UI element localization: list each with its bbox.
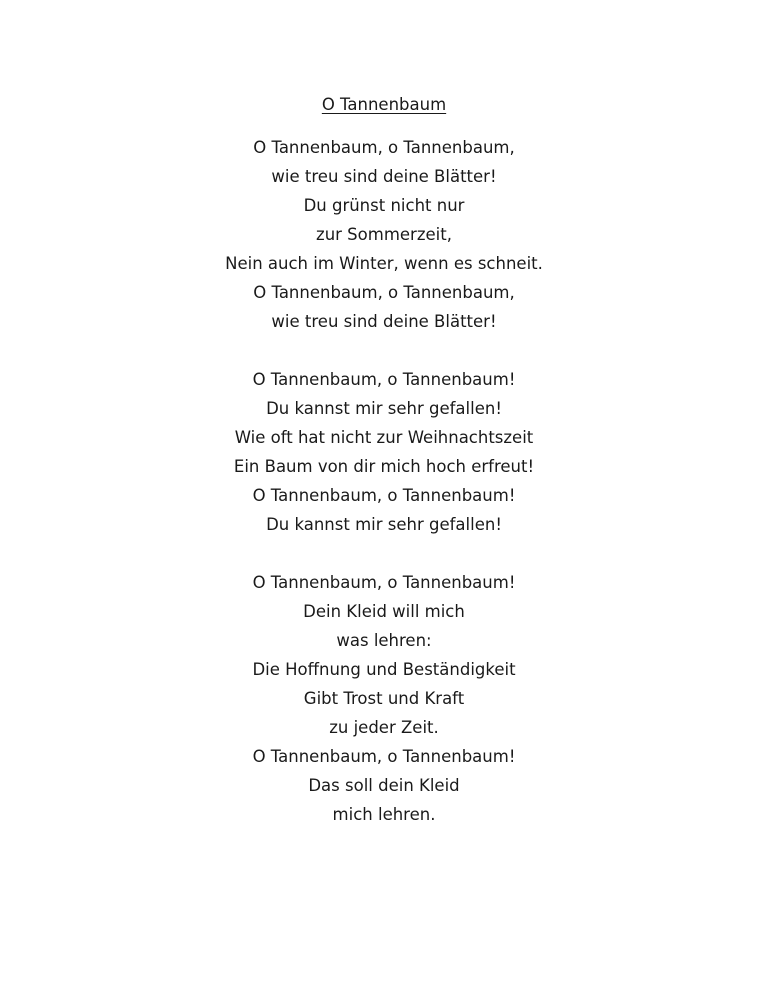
poem-line: was lehren: [336,631,432,650]
poem-line: O Tannenbaum, o Tannenbaum! [252,486,516,505]
poem-line: Nein auch im Winter, wenn es schneit. [225,254,543,273]
poem-line: O Tannenbaum, o Tannenbaum, [253,138,515,157]
poem-line: zu jeder Zeit. [329,718,439,737]
poem-line: O Tannenbaum, o Tannenbaum! [252,370,516,389]
poem-line: Gibt Trost und Kraft [303,689,465,708]
stanza-1 [0,133,768,336]
poem-line: wie treu sind deine Blätter! [271,167,497,186]
poem-line: Die Hoffnung und Beständigkeit [252,660,516,679]
poem-line: Dein Kleid will mich [303,602,465,621]
poem-line: O Tannenbaum, o Tannenbaum! [252,747,516,766]
poem-line: O Tannenbaum, o Tannenbaum, [253,283,515,302]
poem-line: Du grünst nicht nur [303,196,465,215]
stanza-3 [0,568,768,829]
poem-line: Du kannst mir sehr gefallen! [266,515,502,534]
poem-line: O Tannenbaum, o Tannenbaum! [252,573,516,592]
poem-line: Ein Baum von dir mich hoch erfreut! [233,457,535,476]
poem-line: mich lehren. [332,805,436,824]
stanza-2 [0,365,768,539]
poem-title: O Tannenbaum [321,95,447,114]
poem-line: Das soll dein Kleid [308,776,460,795]
poem-line: Wie oft hat nicht zur Weihnachtszeit [234,428,534,447]
poem-body [0,133,768,858]
poem-line: wie treu sind deine Blätter! [271,312,497,331]
poem-line: Du kannst mir sehr gefallen! [266,399,502,418]
poem-line: zur Sommerzeit, [316,225,452,244]
